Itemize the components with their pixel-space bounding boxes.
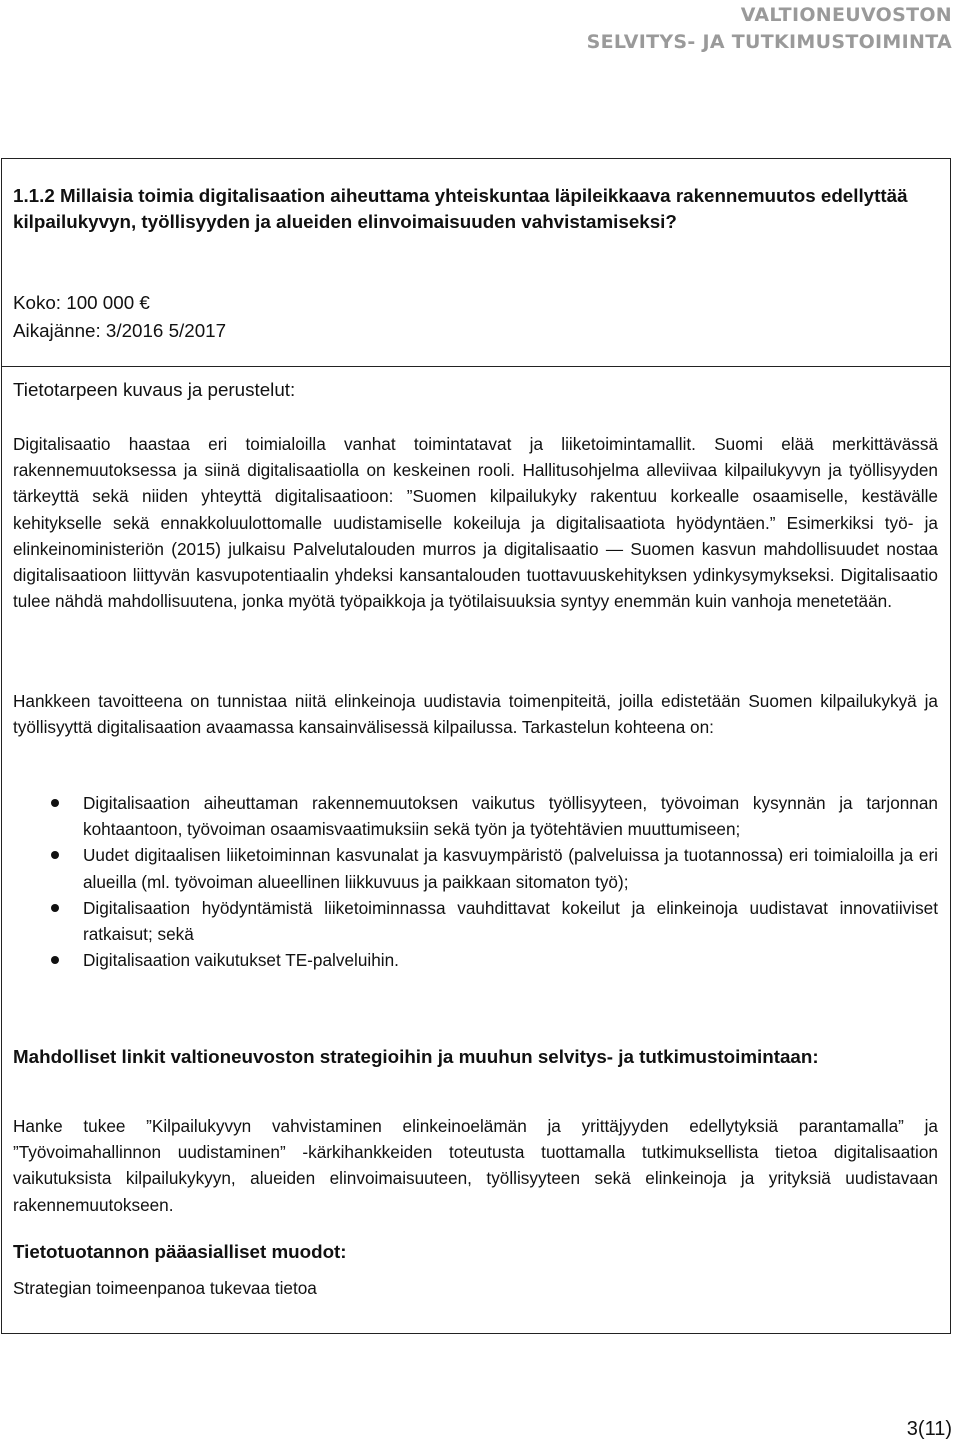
organization-unit: SELVITYS- JA TUTKIMUSTOIMINTA — [586, 31, 952, 53]
output-text: Strategian toimeenpanoa tukevaa tietoa — [13, 1278, 317, 1298]
page-number: 3(11) — [906, 1418, 952, 1440]
bullet-icon — [51, 799, 59, 807]
organization-name: VALTIONEUVOSTON — [740, 4, 952, 26]
output-heading: Tietotuotannon pääasialliset muodot: — [13, 1241, 347, 1262]
organization-header — [587, 2, 952, 56]
bullet-icon — [51, 904, 59, 912]
list-item: Digitalisaation vaikutukset TE-palveluihin. — [13, 947, 938, 973]
project-meta — [13, 289, 938, 345]
background-heading: Tietotarpeen kuvaus ja perustelut: — [13, 379, 296, 400]
budget-text: Koko: 100 000 € — [13, 292, 150, 313]
project-title: 1.1.2 Millaisia toimia digitalisaation aiheuttama yhteiskuntaa läpileikkaava rakennemuutos edellyttää kilpailukyvyn, työllisyyden ja alueiden elinvoimaisuuden vahvistamiseksi? — [13, 185, 908, 232]
background-paragraph-1: Digitalisaatio haastaa eri toimialoilla vanhat toimintatavat ja liiketoimintamallit. Suomi elää merkittävässä rakennemuutoksessa ja siinä digitalisaatiolla on keskeinen rooli. Hallitusohjelma alleviivaa kilpailukyvyn ja työllisyyden tärkeyttä sekä niiden yhteyttä digitalisaatioon: ”Suomen kilpailukyky rakentuu korkealle osaamiselle, kestävälle kehitykselle sekä ennakkoluulottomalle uudistamiselle kokeiluja ja digitalisaatiota hyödyntäen.” Esimerkiksi työ- ja elinkeinoministeriön (2015) julkaisu Palvelutalouden murros ja digitalisaatio ― Suomen kasvun mahdollisuudet nostaa digitalisaatioon liittyvän kasvupotentiaalin yhdeksi kansantalouden tuottavuuskehityksen ydinkysymykseksi. Digitalisaatio tulee nähdä mahdollisuutena, jonka myötä työpaikkoja ja työtilaisuuksia syntyy enemmän kuin vanhoja menetetään. — [13, 434, 938, 612]
period-text: Aikajänne: 3/2016 5/2017 — [13, 320, 227, 341]
focus-list — [13, 790, 938, 973]
background-paragraph-2: Hankkeen tavoitteena on tunnistaa niitä elinkeinoja uudistavia toimenpiteitä, joilla edistetään Suomen kilpailukykyä ja työllisyyttä digitalisaation avaamassa kansainvälisessä kilpailussa. Tarkastelun kohteena on: — [13, 691, 938, 738]
list-item: Digitalisaation aiheuttaman rakennemuutoksen vaikutus työllisyyteen, työvoiman kysynnän ja tarjonnan kohtaantoon, työvoiman osaamisvaatimuksiin sekä työn ja työtehtävien muuttumiseen; — [13, 790, 938, 842]
links-heading: Mahdolliset linkit valtioneuvoston strategioihin ja muuhun selvitys- ja tutkimustoimintaan: — [13, 1046, 819, 1067]
bullet-icon — [51, 956, 59, 964]
bullet-icon — [51, 851, 59, 859]
list-item: Digitalisaation hyödyntämistä liiketoiminnassa vauhdittavat kokeilut ja elinkeinoja uudistavat innovatiiviset ratkaisut; sekä — [13, 895, 938, 947]
list-item: Uudet digitaalisen liiketoiminnan kasvunalat ja kasvuympäristö (palveluissa ja tuotannossa) eri toimialoilla ja eri alueilla (ml. työvoiman alueellinen liikkuvuus ja paikkaan sitomaton työ); — [13, 842, 938, 894]
section-divider — [1, 366, 951, 367]
links-paragraph: Hanke tukee ”Kilpailukyvyn vahvistaminen elinkeinoelämän ja yrittäjyyden edellytyksiä parantamalla” ja ”Työvoimahallinnon uudistaminen” -kärkihankkeiden toteutusta tuottamalla tutkimuksellista tietoa digitalisaation vaikutuksista kilpailukykyyn, alueiden elinvoimaisuuteen, työllisyyteen sekä elinkeinoja ja yrityksiä uudistavaan rakennemuutokseen. — [13, 1116, 938, 1215]
